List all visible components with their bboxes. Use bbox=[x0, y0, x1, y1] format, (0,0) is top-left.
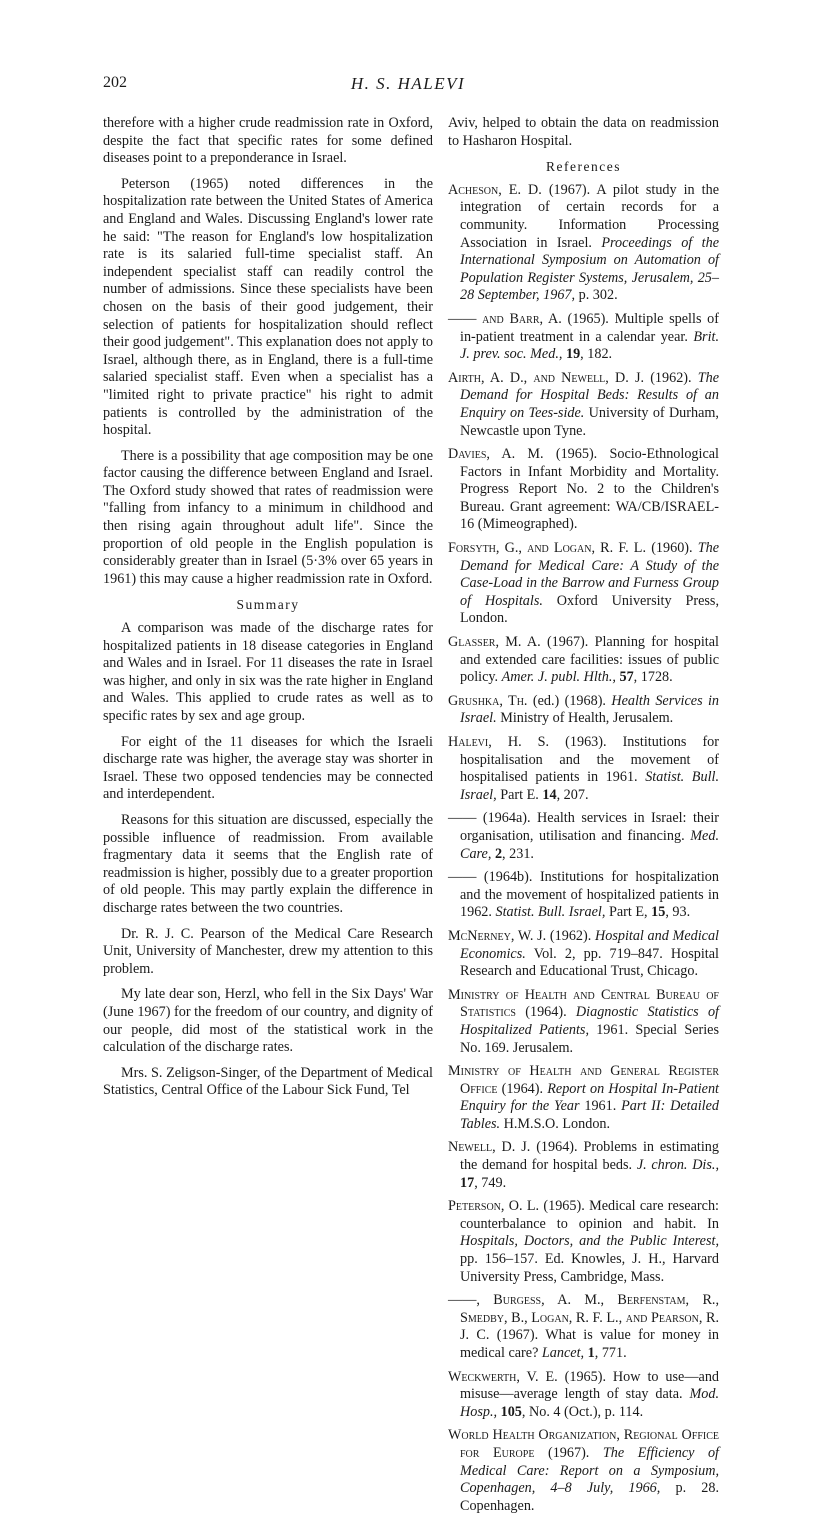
paragraph-age-composition: There is a possibility that age composition may be one factor causing the difference between England and Israel. The Oxford study showed that rates of readmission were "falling from infancy to a minimum in childhood and then rising again throughout adult life". Since the proportion of old people in the English population is considerably greater than in Israel (5·3% over 65 years in 1961) this may cause a higher readmission rate in Oxford. bbox=[103, 447, 433, 587]
ref-text: Vol. 2, pp. 719–847. Hospital Research and Educational Trust, Chicago. bbox=[460, 945, 719, 980]
reference-item bbox=[448, 869, 719, 922]
reference-item bbox=[448, 540, 719, 628]
ref-journal: Lancet, bbox=[541, 1345, 585, 1361]
reference-item bbox=[448, 370, 719, 440]
reference-item bbox=[448, 1139, 719, 1192]
ref-text: (1965). How to use—and misuse—average length of stay data. bbox=[460, 1368, 720, 1403]
reference-item bbox=[448, 1369, 719, 1422]
ref-authors: Acheson, E. D. bbox=[448, 181, 542, 198]
reference-item bbox=[448, 928, 719, 981]
ref-pages: , 93. bbox=[665, 904, 691, 921]
ref-text: (1964). Problems in estimating the demand for hospital beds. bbox=[460, 1139, 719, 1174]
ref-text: p. 28. Copenhagen. bbox=[460, 1480, 720, 1514]
ref-text: H.M.S.O. London. bbox=[500, 1115, 611, 1132]
ref-title: Hospitals, Doctors, and the Public Interest, bbox=[460, 1233, 719, 1250]
reference-item bbox=[448, 446, 719, 534]
ref-text: 1961. Special Series No. 169. Jerusalem. bbox=[460, 1021, 719, 1056]
ref-text: (1963). Institutions for hospitalisation and the movement of hospitalised patients in 1961. bbox=[460, 734, 720, 786]
reference-item bbox=[448, 1063, 719, 1133]
ref-text: (1967). Planning for hospital and extended care facilities: issues of public policy. bbox=[460, 634, 719, 686]
paragraph-continuation: therefore with a higher crude readmission rate in Oxford, despite the fact that specific rates for some defined diseases point to a preponderance in Israel. bbox=[103, 115, 433, 167]
ref-text: University of Durham, Newcastle upon Tyne. bbox=[460, 404, 719, 439]
ref-title: Report on Hospital In-Patient Enquiry for the Year bbox=[460, 1080, 719, 1115]
page-number: 202 bbox=[103, 74, 127, 91]
ref-authors: Ministry of Health and Central Bureau of Statistics bbox=[448, 986, 719, 1021]
ref-text: 1961. bbox=[579, 1098, 622, 1115]
left-column bbox=[103, 115, 433, 1108]
ref-pages: , 749. bbox=[474, 1174, 507, 1191]
ref-journal: Mod. Hosp., bbox=[460, 1386, 719, 1420]
reference-item bbox=[448, 693, 719, 728]
reference-item bbox=[448, 311, 719, 364]
ref-text: Part E, bbox=[605, 904, 652, 921]
ref-journal: J. chron. Dis., bbox=[636, 1157, 719, 1174]
ref-title: Proceedings of the International Symposium on Automation of Population Register Systems, Jerusalem, 25–28 September, 1967, bbox=[460, 234, 719, 304]
ref-text: (ed.) (1968). bbox=[527, 692, 612, 709]
ref-pages: , 771. bbox=[594, 1345, 627, 1361]
ref-text: pp. 156–157. Ed. Knowles, J. H., Harvard University Press, Cambridge, Mass. bbox=[460, 1251, 719, 1285]
ref-authors: World Health Organization, Regional Office for Europe bbox=[448, 1427, 719, 1461]
references-heading: References bbox=[546, 159, 621, 175]
ref-text: (1964a). Health services in Israel: their organisation, utilisation and financing. bbox=[460, 810, 719, 844]
ref-text: (1964b). Institutions for hospitalization and the movement of hospitalized patients in 1962. bbox=[460, 869, 719, 921]
ref-title: The Demand for Hospital Beds: Results of an Enquiry on Tees-side. bbox=[460, 369, 720, 421]
ref-authors: —— bbox=[448, 869, 477, 886]
ref-text: Oxford University Press, London. bbox=[460, 592, 719, 627]
ref-pages: , 231. bbox=[502, 845, 534, 862]
ref-authors: Weckwerth, V. E. bbox=[448, 1368, 558, 1385]
ref-volume: 19 bbox=[565, 346, 581, 363]
ref-volume: 2 bbox=[494, 845, 503, 862]
ref-authors: ——, Burgess, A. M., Berfenstam, R., Smedby, B., Logan, R. F. L., and Pearson, R. J. C. bbox=[448, 1292, 719, 1344]
ref-authors: Airth, A. D., and Newell, D. J. bbox=[448, 369, 645, 386]
ref-text: (1964). bbox=[515, 1004, 576, 1021]
ref-volume: 17 bbox=[460, 1174, 475, 1191]
right-column bbox=[448, 115, 719, 1521]
reference-item bbox=[448, 734, 719, 804]
ref-text: (1960). bbox=[646, 540, 698, 557]
ref-text: (1962). bbox=[546, 927, 595, 944]
ref-authors: —— and Barr, A. bbox=[448, 310, 562, 327]
summary-paragraph-1: A comparison was made of the discharge rates for hospitalized patients in 18 disease categories in England and Wales and in Israel. For 11 diseases the rate in Israel was higher, and only in six was the rate higher in England and Wales. This applied to crude rates as well as to specific rates by sex and age group. bbox=[103, 620, 433, 724]
ref-journal: Med. Care, bbox=[460, 827, 719, 862]
ref-title: Diagnostic Statistics of Hospitalized Patients, bbox=[460, 1004, 719, 1038]
ref-text: Part E. bbox=[496, 786, 543, 803]
acknowledgement-3: Mrs. S. Zeligson-Singer, of the Department of Medical Statistics, Central Office of the Labour Sick Fund, Tel bbox=[103, 1064, 433, 1099]
reference-item bbox=[448, 987, 719, 1057]
ref-title: Part II: Detailed Tables. bbox=[460, 1098, 719, 1132]
ref-authors: Newell, D. J. bbox=[448, 1139, 531, 1156]
ref-title: Health Services in Israel. bbox=[460, 692, 719, 727]
ref-volume: 57 bbox=[619, 669, 634, 686]
ref-authors: McNerney, W. J. bbox=[448, 927, 547, 944]
acknowledgement-2: My late dear son, Herzl, who fell in the Six Days' War (June 1967) for the freedom of our country, and dignity of our people, did most of the statistical work in the calculation of the discharge rates. bbox=[103, 986, 433, 1056]
acknowledgement-continuation: Aviv, helped to obtain the data on readmission to Hasharon Hospital. bbox=[448, 115, 719, 149]
acknowledgement-1: Dr. R. J. C. Pearson of the Medical Care Research Unit, University of Manchester, drew my attention to this problem. bbox=[103, 925, 433, 977]
ref-authors: Grushka, Th. bbox=[448, 692, 528, 709]
reference-item bbox=[448, 1292, 719, 1362]
ref-title: The Efficiency of Medical Care: Report on a Symposium, Copenhagen, 4–8 July, 1966, bbox=[460, 1444, 719, 1497]
ref-text: Ministry of Health, Jerusalem. bbox=[496, 710, 674, 727]
ref-authors: —— bbox=[448, 810, 477, 827]
page-header bbox=[0, 74, 816, 104]
ref-journal: Statist. Bull. Israel, bbox=[495, 904, 606, 921]
reference-item bbox=[448, 182, 719, 305]
ref-title: The Demand for Medical Care: A Study of the Case-Load in the Barrow and Furness Group of Hospitals. bbox=[460, 540, 719, 609]
ref-pages: , 1728. bbox=[633, 669, 673, 686]
ref-volume: 14 bbox=[542, 786, 557, 803]
ref-pages: , No. 4 (Oct.), p. 114. bbox=[521, 1403, 644, 1420]
summary-paragraph-2: For eight of the 11 diseases for which the Israeli discharge rate was higher, the average stay was shorter in Israel. These two opposed tendencies may be connected and interdependent. bbox=[103, 733, 433, 803]
ref-text: (1967). What is value for money in medical care? bbox=[460, 1327, 720, 1361]
ref-text: (1965). Socio-Ethnological Factors in Infant Morbidity and Mortality. Progress Report No. 2 to the Children's Bureau. Grant agreement: WA/CB/ISRAEL-16 (Mimeographed). bbox=[460, 446, 719, 533]
reference-item bbox=[448, 1427, 719, 1515]
reference-item bbox=[448, 634, 719, 687]
ref-volume: 105 bbox=[500, 1403, 522, 1420]
ref-text: (1967). A pilot study in the integration of certain records for a community. Information Processing Association in Israel. bbox=[460, 181, 719, 251]
ref-pages: , 207. bbox=[556, 786, 589, 803]
summary-paragraph-3: Reasons for this situation are discussed, especially the possible influence of readmission. From available fragmentary data it seems that the English rate of readmission is higher, possibly due to a greater proportion of old people. This may partly explain the difference in discharge rates between the two countries. bbox=[103, 811, 434, 916]
reference-item bbox=[448, 810, 719, 863]
ref-journal: Statist. Bull. Israel, bbox=[460, 769, 719, 803]
ref-authors: Davies, A. M. bbox=[448, 446, 544, 463]
running-head: H. S. HALEVI bbox=[350, 74, 466, 93]
ref-text: (1965). Medical care research: counterbalance to opinion and habit. In bbox=[460, 1198, 719, 1232]
ref-authors: Peterson, O. L. bbox=[448, 1198, 540, 1215]
ref-journal: Brit. J. prev. soc. Med., bbox=[460, 328, 719, 363]
ref-volume: 15 bbox=[651, 904, 666, 921]
ref-authors: Halevi, H. S. bbox=[448, 734, 550, 750]
ref-text: (1965). Multiple spells of in-patient treatment in a calendar year. bbox=[460, 310, 719, 345]
ref-pages: , 182. bbox=[580, 346, 613, 363]
ref-text: (1967). bbox=[534, 1444, 603, 1461]
paragraph-peterson: Peterson (1965) noted differences in the hospitalization rate between the United States of America and England and Wales. Discussing England's lower rate he said: "The reason for England's low hospitalization rate is its salaried full-time specialist staff. An independent specialist staff can readily control the number of admissions. Since these specialists have been chosen on the basis of their good judgement, their selection of patients for hospitalization should reflect their good judgement". This explanation does not apply to Israel, although there, as in England, there is a full-time salaried specialist staff. Even when a specialist has a "limited right to private practice" his right to admit patients is controlled by the administration of the hospital. bbox=[103, 175, 433, 439]
ref-authors: Forsyth, G., and Logan, R. F. L. bbox=[448, 540, 647, 557]
ref-authors: Ministry of Health and General Register Office bbox=[448, 1063, 719, 1097]
ref-authors: Glasser, M. A. bbox=[448, 634, 541, 651]
ref-text: p. 302. bbox=[575, 287, 618, 304]
ref-title: Hospital and Medical Economics. bbox=[460, 927, 719, 962]
summary-heading: Summary bbox=[236, 597, 300, 613]
ref-journal: Amer. J. publ. Hlth., bbox=[501, 669, 616, 686]
ref-text: (1964). bbox=[497, 1080, 548, 1097]
ref-volume: 1 bbox=[587, 1345, 595, 1361]
reference-item bbox=[448, 1198, 719, 1286]
ref-text: (1962). bbox=[644, 369, 698, 386]
